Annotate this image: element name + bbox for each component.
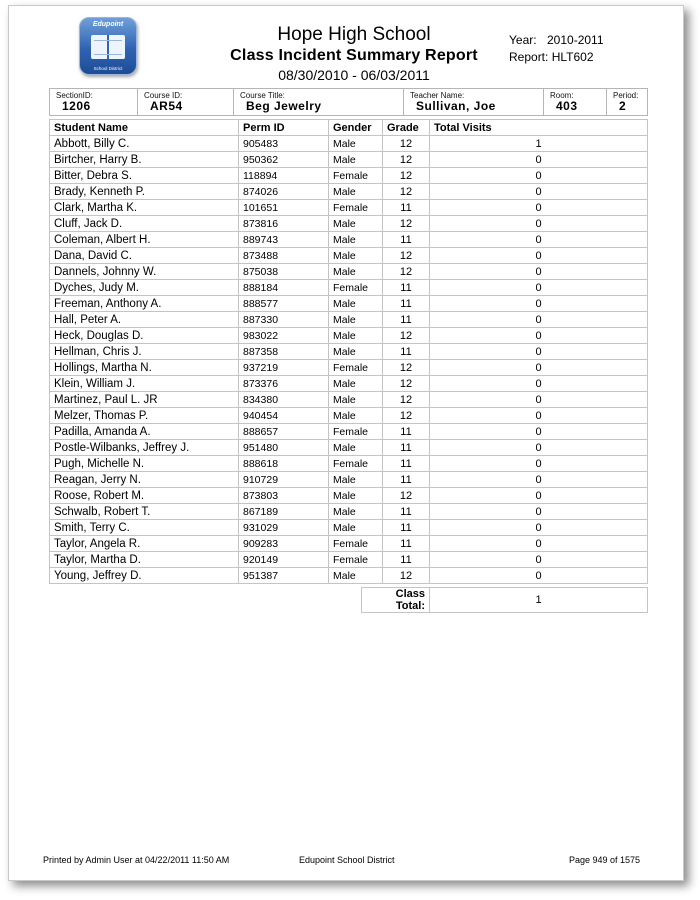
total-visits-cell: 0 bbox=[430, 232, 648, 248]
gender-cell: Male bbox=[329, 568, 383, 584]
table-row bbox=[50, 248, 648, 264]
gender-cell: Female bbox=[329, 360, 383, 376]
gender-cell: Male bbox=[329, 520, 383, 536]
report-title: Class Incident Summary Report bbox=[230, 47, 478, 64]
total-visits-cell: 0 bbox=[430, 536, 648, 552]
gender-cell: Female bbox=[329, 552, 383, 568]
gender-cell: Male bbox=[329, 216, 383, 232]
class-total-row bbox=[361, 587, 648, 613]
grade-cell: 11 bbox=[383, 536, 430, 552]
table-row bbox=[50, 440, 648, 456]
table-row bbox=[50, 168, 648, 184]
book-icon bbox=[91, 35, 125, 59]
report-label: Report: bbox=[509, 50, 549, 64]
total-visits-cell: 0 bbox=[430, 504, 648, 520]
perm-id-cell: 905483 bbox=[239, 136, 329, 152]
student-name-cell: Cluff, Jack D. bbox=[50, 216, 239, 232]
section-label: SectionID: bbox=[56, 91, 93, 100]
section-cell bbox=[50, 89, 138, 115]
perm-id-cell: 888184 bbox=[239, 280, 329, 296]
course-title-value: Beg Jewelry bbox=[246, 99, 322, 113]
gender-cell: Male bbox=[329, 376, 383, 392]
total-visits-cell: 0 bbox=[430, 312, 648, 328]
total-visits-cell: 0 bbox=[430, 552, 648, 568]
grade-cell: 11 bbox=[383, 344, 430, 360]
table-row bbox=[50, 344, 648, 360]
gender-cell: Male bbox=[329, 248, 383, 264]
grade-cell: 12 bbox=[383, 408, 430, 424]
total-visits-cell: 0 bbox=[430, 168, 648, 184]
table-row bbox=[50, 536, 648, 552]
perm-id-cell: 873376 bbox=[239, 376, 329, 392]
total-visits-cell: 0 bbox=[430, 456, 648, 472]
gender-cell: Female bbox=[329, 456, 383, 472]
table-row bbox=[50, 312, 648, 328]
course-id-cell bbox=[138, 89, 234, 115]
student-name-cell: Schwalb, Robert T. bbox=[50, 504, 239, 520]
gender-cell: Male bbox=[329, 312, 383, 328]
course-title-cell bbox=[234, 89, 404, 115]
total-visits-cell: 0 bbox=[430, 248, 648, 264]
perm-id-cell: 888657 bbox=[239, 424, 329, 440]
perm-id-cell: 910729 bbox=[239, 472, 329, 488]
year-label: Year: bbox=[509, 33, 537, 47]
perm-id-cell: 931029 bbox=[239, 520, 329, 536]
perm-id-cell: 888577 bbox=[239, 296, 329, 312]
perm-id-cell: 888618 bbox=[239, 456, 329, 472]
logo-sub-text: School District bbox=[93, 66, 123, 71]
grade-cell: 12 bbox=[383, 136, 430, 152]
teacher-label: Teacher Name: bbox=[410, 91, 465, 100]
total-visits-cell: 0 bbox=[430, 440, 648, 456]
total-visits-cell: 0 bbox=[430, 520, 648, 536]
student-name-cell: Postle-Wilbanks, Jeffrey J. bbox=[50, 440, 239, 456]
perm-id-cell: 887358 bbox=[239, 344, 329, 360]
table-row bbox=[50, 216, 648, 232]
table-row bbox=[50, 392, 648, 408]
perm-id-cell: 867189 bbox=[239, 504, 329, 520]
table-row bbox=[50, 472, 648, 488]
col-header-name: Student Name bbox=[50, 120, 239, 136]
total-visits-cell: 1 bbox=[430, 136, 648, 152]
gender-cell: Male bbox=[329, 264, 383, 280]
perm-id-cell: 920149 bbox=[239, 552, 329, 568]
edupoint-logo-icon bbox=[79, 17, 137, 75]
total-visits-cell: 0 bbox=[430, 568, 648, 584]
footer-page: Page 949 of 1575 bbox=[569, 855, 641, 865]
gender-cell: Male bbox=[329, 440, 383, 456]
perm-id-cell: 909283 bbox=[239, 536, 329, 552]
student-name-cell: Hall, Peter A. bbox=[50, 312, 239, 328]
table-row bbox=[50, 296, 648, 312]
perm-id-cell: 101651 bbox=[239, 200, 329, 216]
period-label: Period: bbox=[613, 91, 639, 100]
grade-cell: 12 bbox=[383, 248, 430, 264]
perm-id-cell: 889743 bbox=[239, 232, 329, 248]
table-row bbox=[50, 488, 648, 504]
total-visits-cell: 0 bbox=[430, 344, 648, 360]
col-header-visits: Total Visits bbox=[430, 120, 648, 136]
footer-printed: Printed by Admin User at 04/22/2011 11:50 AM bbox=[43, 855, 230, 865]
total-visits-cell: 0 bbox=[430, 184, 648, 200]
student-name-cell: Taylor, Martha D. bbox=[50, 552, 239, 568]
total-visits-cell: 0 bbox=[430, 280, 648, 296]
gender-cell: Male bbox=[329, 488, 383, 504]
student-name-cell: Smith, Terry C. bbox=[50, 520, 239, 536]
total-visits-cell: 0 bbox=[430, 264, 648, 280]
grade-cell: 12 bbox=[383, 152, 430, 168]
grade-cell: 11 bbox=[383, 472, 430, 488]
grade-cell: 11 bbox=[383, 424, 430, 440]
gender-cell: Male bbox=[329, 184, 383, 200]
student-name-cell: Pugh, Michelle N. bbox=[50, 456, 239, 472]
report-page bbox=[8, 5, 684, 881]
total-visits-cell: 0 bbox=[430, 152, 648, 168]
perm-id-cell: 950362 bbox=[239, 152, 329, 168]
col-header-grade: Grade bbox=[383, 120, 430, 136]
date-range: 08/30/2010 - 06/03/2011 bbox=[278, 67, 430, 83]
table-row bbox=[50, 504, 648, 520]
year-value: 2010-2011 bbox=[547, 33, 604, 47]
table-row bbox=[50, 552, 648, 568]
table-row bbox=[50, 152, 648, 168]
course-info-bar bbox=[49, 88, 648, 116]
perm-id-cell: 887330 bbox=[239, 312, 329, 328]
table-row bbox=[50, 200, 648, 216]
gender-cell: Male bbox=[329, 136, 383, 152]
student-name-cell: Coleman, Albert H. bbox=[50, 232, 239, 248]
gender-cell: Male bbox=[329, 152, 383, 168]
grade-cell: 12 bbox=[383, 360, 430, 376]
gender-cell: Male bbox=[329, 232, 383, 248]
grade-cell: 11 bbox=[383, 296, 430, 312]
perm-id-cell: 874026 bbox=[239, 184, 329, 200]
table-row bbox=[50, 376, 648, 392]
student-name-cell: Taylor, Angela R. bbox=[50, 536, 239, 552]
table-row bbox=[50, 456, 648, 472]
total-visits-cell: 0 bbox=[430, 488, 648, 504]
gender-cell: Male bbox=[329, 344, 383, 360]
footer-district: Edupoint School District bbox=[299, 855, 395, 865]
course-title-label: Course Title: bbox=[240, 91, 285, 100]
gender-cell: Male bbox=[329, 504, 383, 520]
grade-cell: 11 bbox=[383, 456, 430, 472]
student-name-cell: Hollings, Martha N. bbox=[50, 360, 239, 376]
perm-id-cell: 940454 bbox=[239, 408, 329, 424]
table-header-row bbox=[50, 120, 648, 136]
student-name-cell: Young, Jeffrey D. bbox=[50, 568, 239, 584]
grade-cell: 11 bbox=[383, 440, 430, 456]
logo-brand-text: Edupoint bbox=[92, 21, 124, 28]
table-row bbox=[50, 520, 648, 536]
perm-id-cell: 834380 bbox=[239, 392, 329, 408]
grade-cell: 12 bbox=[383, 168, 430, 184]
student-name-cell: Clark, Martha K. bbox=[50, 200, 239, 216]
table-row bbox=[50, 232, 648, 248]
grade-cell: 12 bbox=[383, 184, 430, 200]
report-header bbox=[209, 24, 499, 84]
room-cell bbox=[544, 89, 607, 115]
grade-cell: 11 bbox=[383, 520, 430, 536]
total-visits-cell: 0 bbox=[430, 296, 648, 312]
grade-cell: 11 bbox=[383, 280, 430, 296]
gender-cell: Male bbox=[329, 472, 383, 488]
student-name-cell: Birtcher, Harry B. bbox=[50, 152, 239, 168]
gender-cell: Male bbox=[329, 328, 383, 344]
student-name-cell: Padilla, Amanda A. bbox=[50, 424, 239, 440]
course-id-value: AR54 bbox=[150, 99, 183, 113]
period-cell bbox=[607, 89, 647, 115]
grade-cell: 11 bbox=[383, 552, 430, 568]
total-visits-cell: 0 bbox=[430, 200, 648, 216]
grade-cell: 12 bbox=[383, 392, 430, 408]
total-visits-cell: 0 bbox=[430, 408, 648, 424]
gender-cell: Male bbox=[329, 392, 383, 408]
gender-cell: Female bbox=[329, 280, 383, 296]
room-value: 403 bbox=[556, 99, 578, 113]
table-row bbox=[50, 360, 648, 376]
total-visits-cell: 0 bbox=[430, 360, 648, 376]
table-row bbox=[50, 328, 648, 344]
total-visits-cell: 0 bbox=[430, 216, 648, 232]
gender-cell: Male bbox=[329, 408, 383, 424]
student-name-cell: Reagan, Jerry N. bbox=[50, 472, 239, 488]
gender-cell: Male bbox=[329, 296, 383, 312]
student-name-cell: Dyches, Judy M. bbox=[50, 280, 239, 296]
perm-id-cell: 873488 bbox=[239, 248, 329, 264]
perm-id-cell: 875038 bbox=[239, 264, 329, 280]
table-row bbox=[50, 184, 648, 200]
grade-cell: 12 bbox=[383, 216, 430, 232]
gender-cell: Female bbox=[329, 168, 383, 184]
perm-id-cell: 951387 bbox=[239, 568, 329, 584]
grade-cell: 11 bbox=[383, 232, 430, 248]
student-name-cell: Melzer, Thomas P. bbox=[50, 408, 239, 424]
student-name-cell: Freeman, Anthony A. bbox=[50, 296, 239, 312]
grade-cell: 12 bbox=[383, 568, 430, 584]
perm-id-cell: 951480 bbox=[239, 440, 329, 456]
table-body bbox=[50, 136, 648, 584]
perm-id-cell: 118894 bbox=[239, 168, 329, 184]
student-name-cell: Martinez, Paul L. JR bbox=[50, 392, 239, 408]
total-visits-cell: 0 bbox=[430, 472, 648, 488]
table-row bbox=[50, 408, 648, 424]
grade-cell: 11 bbox=[383, 312, 430, 328]
total-visits-cell: 0 bbox=[430, 392, 648, 408]
student-name-cell: Klein, William J. bbox=[50, 376, 239, 392]
gender-cell: Female bbox=[329, 536, 383, 552]
table-row bbox=[50, 424, 648, 440]
teacher-cell bbox=[404, 89, 544, 115]
class-total-value: 1 bbox=[430, 588, 648, 613]
report-meta bbox=[509, 32, 604, 66]
student-name-cell: Hellman, Chris J. bbox=[50, 344, 239, 360]
total-visits-cell: 0 bbox=[430, 424, 648, 440]
col-header-gender: Gender bbox=[329, 120, 383, 136]
teacher-value: Sullivan, Joe bbox=[416, 99, 496, 113]
period-value: 2 bbox=[619, 99, 627, 113]
class-total-label: Class Total: bbox=[362, 588, 430, 613]
perm-id-cell: 873803 bbox=[239, 488, 329, 504]
grade-cell: 12 bbox=[383, 328, 430, 344]
total-visits-cell: 0 bbox=[430, 376, 648, 392]
perm-id-cell: 983022 bbox=[239, 328, 329, 344]
room-label: Room: bbox=[550, 91, 574, 100]
school-name: Hope High School bbox=[277, 24, 431, 45]
student-name-cell: Bitter, Debra S. bbox=[50, 168, 239, 184]
col-header-perm: Perm ID bbox=[239, 120, 329, 136]
perm-id-cell: 873816 bbox=[239, 216, 329, 232]
grade-cell: 12 bbox=[383, 488, 430, 504]
student-name-cell: Roose, Robert M. bbox=[50, 488, 239, 504]
gender-cell: Female bbox=[329, 200, 383, 216]
grade-cell: 12 bbox=[383, 264, 430, 280]
student-name-cell: Abbott, Billy C. bbox=[50, 136, 239, 152]
student-name-cell: Brady, Kenneth P. bbox=[50, 184, 239, 200]
grade-cell: 11 bbox=[383, 200, 430, 216]
student-name-cell: Dana, David C. bbox=[50, 248, 239, 264]
gender-cell: Female bbox=[329, 424, 383, 440]
table-row bbox=[50, 136, 648, 152]
student-name-cell: Dannels, Johnny W. bbox=[50, 264, 239, 280]
table-row bbox=[50, 280, 648, 296]
section-value: 1206 bbox=[62, 99, 91, 113]
grade-cell: 11 bbox=[383, 504, 430, 520]
table-row bbox=[50, 568, 648, 584]
student-name-cell: Heck, Douglas D. bbox=[50, 328, 239, 344]
total-visits-cell: 0 bbox=[430, 328, 648, 344]
perm-id-cell: 937219 bbox=[239, 360, 329, 376]
report-id: HLT602 bbox=[551, 50, 594, 64]
course-id-label: Course ID: bbox=[144, 91, 183, 100]
students-table bbox=[49, 119, 648, 584]
table-row bbox=[50, 264, 648, 280]
grade-cell: 12 bbox=[383, 376, 430, 392]
